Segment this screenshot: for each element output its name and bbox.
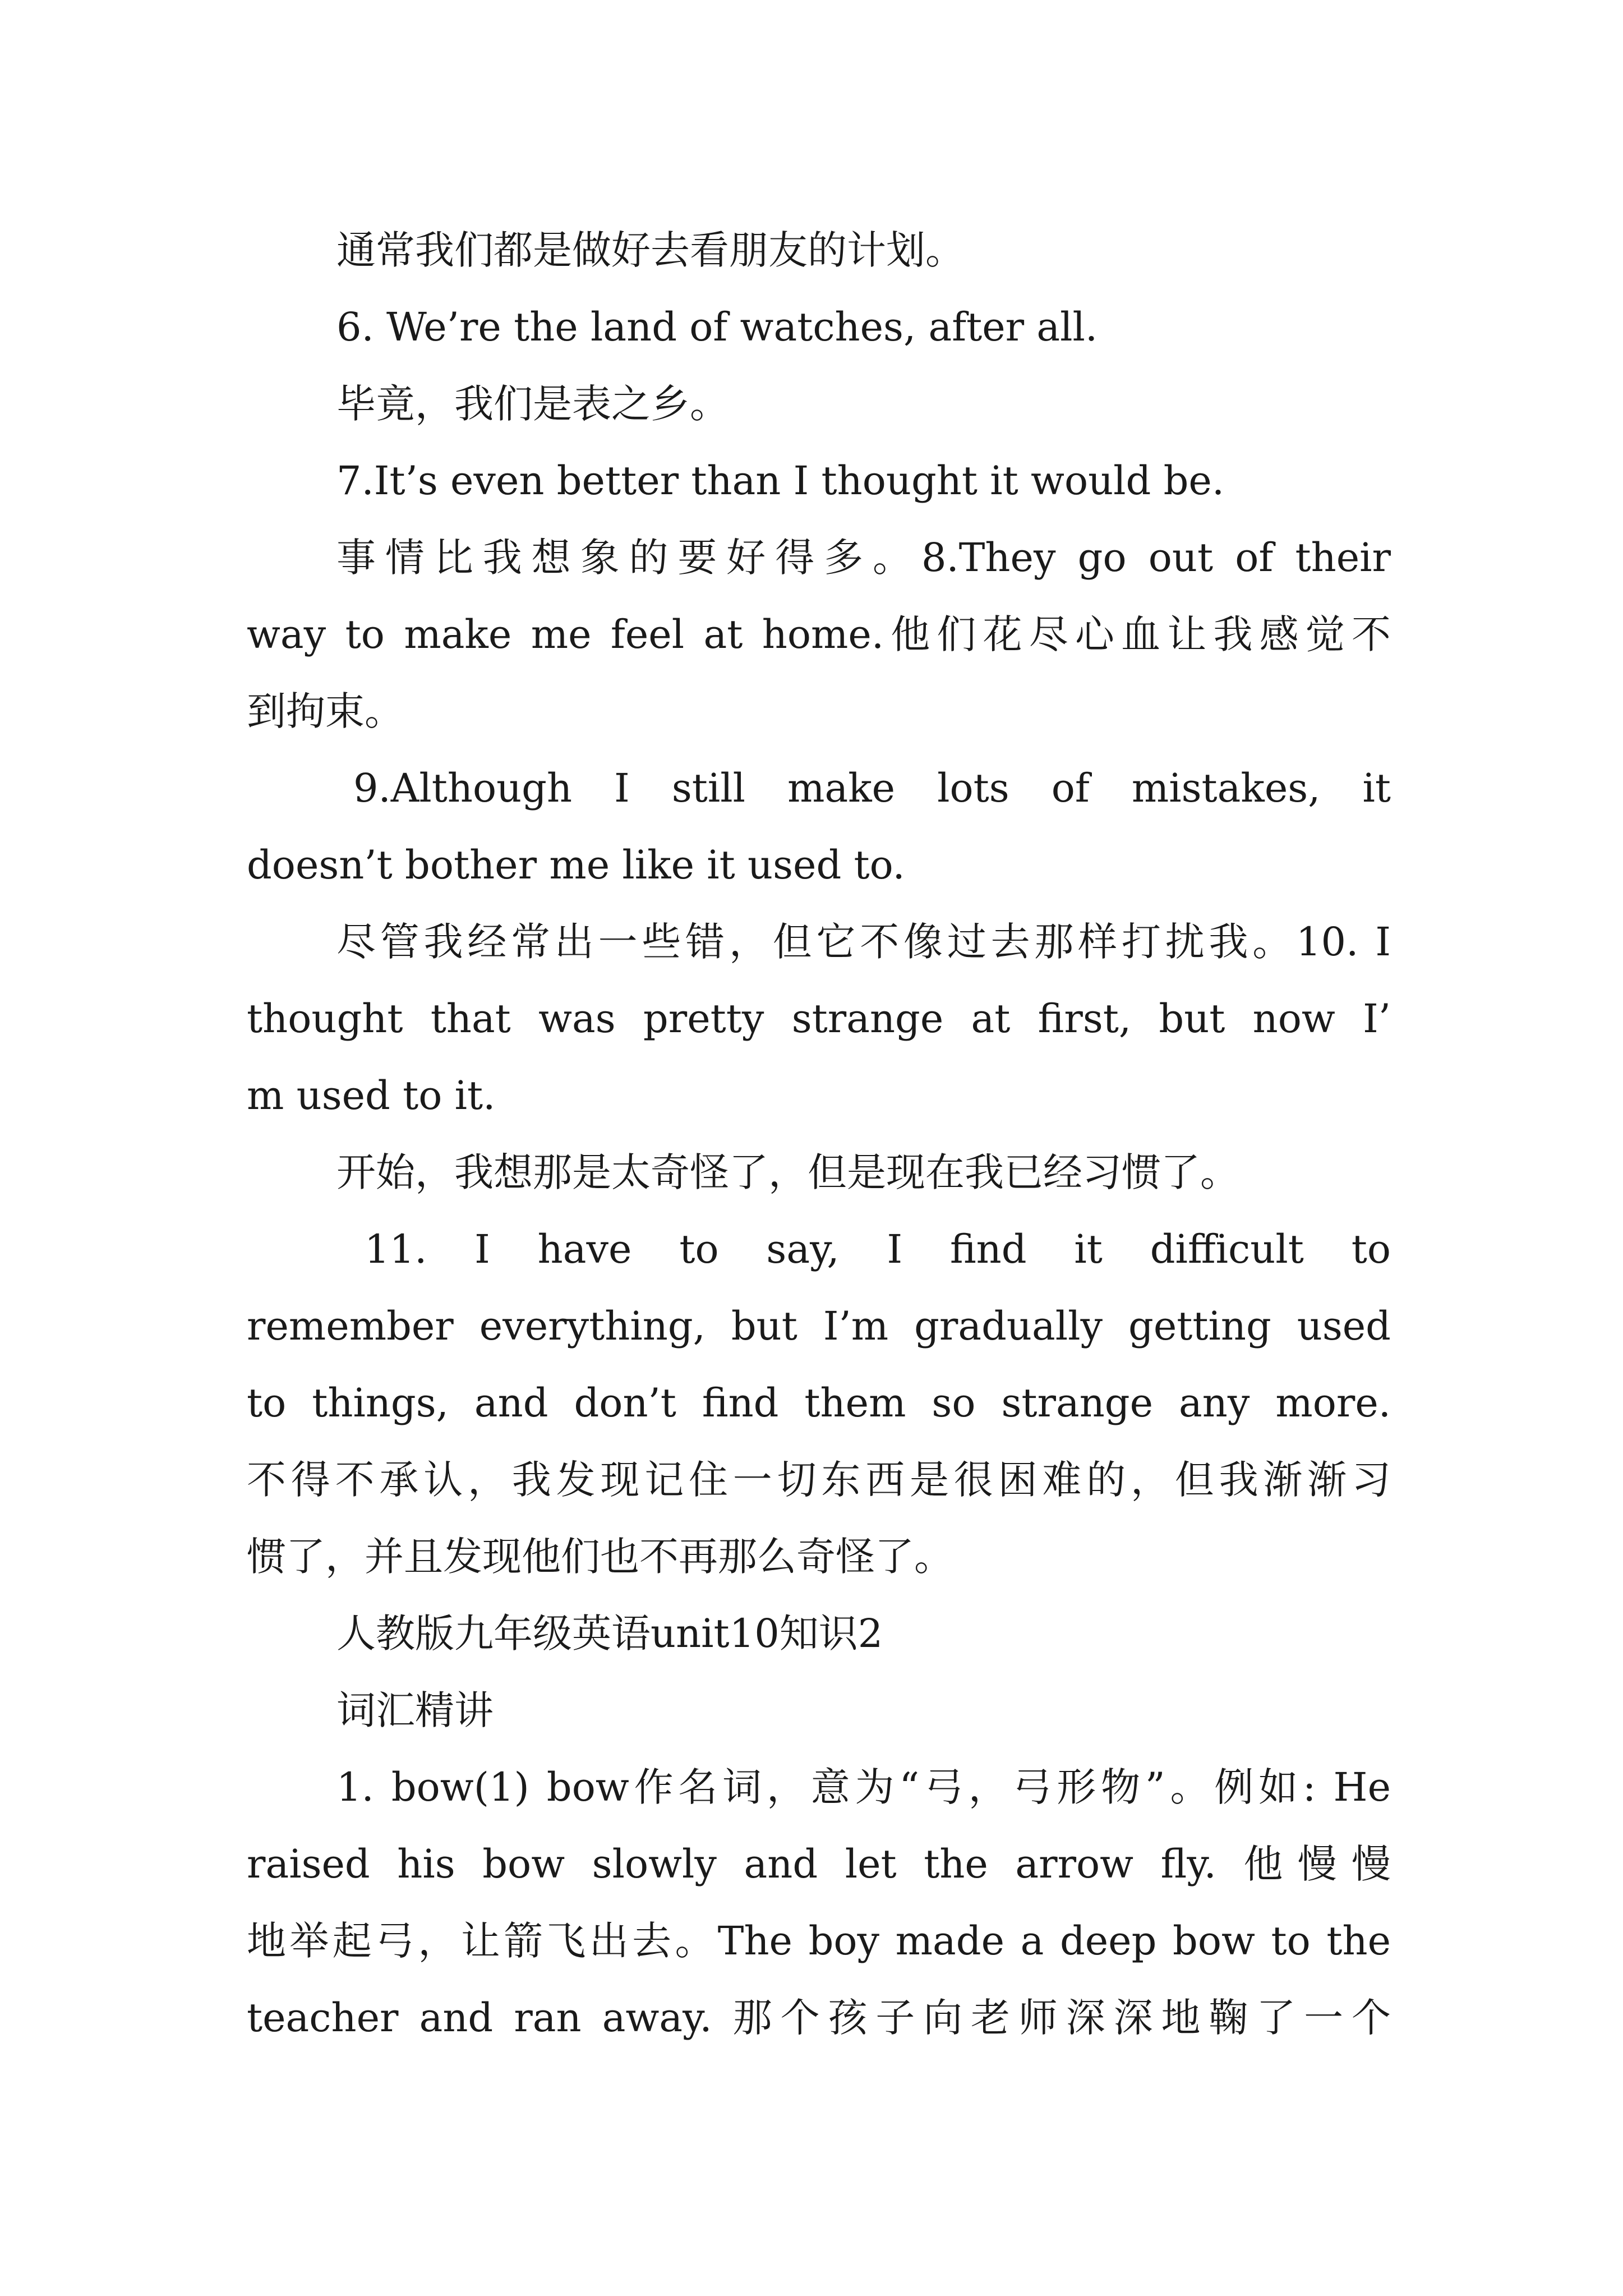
text-line: doesn’t bother me like it used to. xyxy=(247,842,905,888)
text-line: 地举起弓，让箭飞出去。The boy made a deep bow to the xyxy=(247,1918,1391,1964)
heading-line: 人教版九年级英语unit10知识2 xyxy=(336,1611,883,1657)
text-line: to things, and don’t find them so strange any more. xyxy=(247,1380,1391,1426)
text-line: m used to it. xyxy=(247,1073,496,1119)
text-line: raised his bow slowly and let the arrow fly. 他慢慢 xyxy=(247,1841,1391,1887)
text-line: 9.Although I still make lots of mistakes, it xyxy=(353,765,1391,811)
text-line: 开始，我想那是太奇怪了，但是现在我已经习惯了。 xyxy=(336,1149,1239,1195)
heading-line: 词汇精讲 xyxy=(336,1687,494,1733)
text-line: 1. bow(1) bow作名词，意为“弓，弓形物”。例如: He xyxy=(336,1764,1391,1810)
text-line: 到拘束。 xyxy=(247,688,404,734)
text-line: 毕竟，我们是表之乡。 xyxy=(336,381,729,427)
text-line: 惯了，并且发现他们也不再那么奇怪了。 xyxy=(247,1534,953,1580)
text-line: teacher and ran away. 那个孩子向老师深深地鞠了一个 xyxy=(247,1995,1391,2041)
text-line: remember everything, but I’m gradually getting used xyxy=(247,1303,1391,1349)
text-line: 11. I have to say, I find it difficult to xyxy=(365,1226,1391,1272)
text-line: 不得不承认，我发现记住一切东西是很困难的，但我渐渐习 xyxy=(247,1457,1391,1503)
document-body xyxy=(247,212,1391,2056)
text-line: 尽管我经常出一些错，但它不像过去那样打扰我。10. I xyxy=(336,919,1391,965)
text-line: way to make me feel at home.他们花尽心血让我感觉不 xyxy=(247,611,1391,657)
text-line: 事情比我想象的要好得多。8.They go out of their xyxy=(336,535,1391,581)
text-line: thought that was pretty strange at first, but now I’ xyxy=(247,996,1391,1042)
text-line: 通常我们都是做好去看朋友的计划。 xyxy=(336,227,965,273)
text-line: 6. We’re the land of watches, after all. xyxy=(336,304,1098,350)
text-line: 7.It’s even better than I thought it would be. xyxy=(336,458,1225,504)
